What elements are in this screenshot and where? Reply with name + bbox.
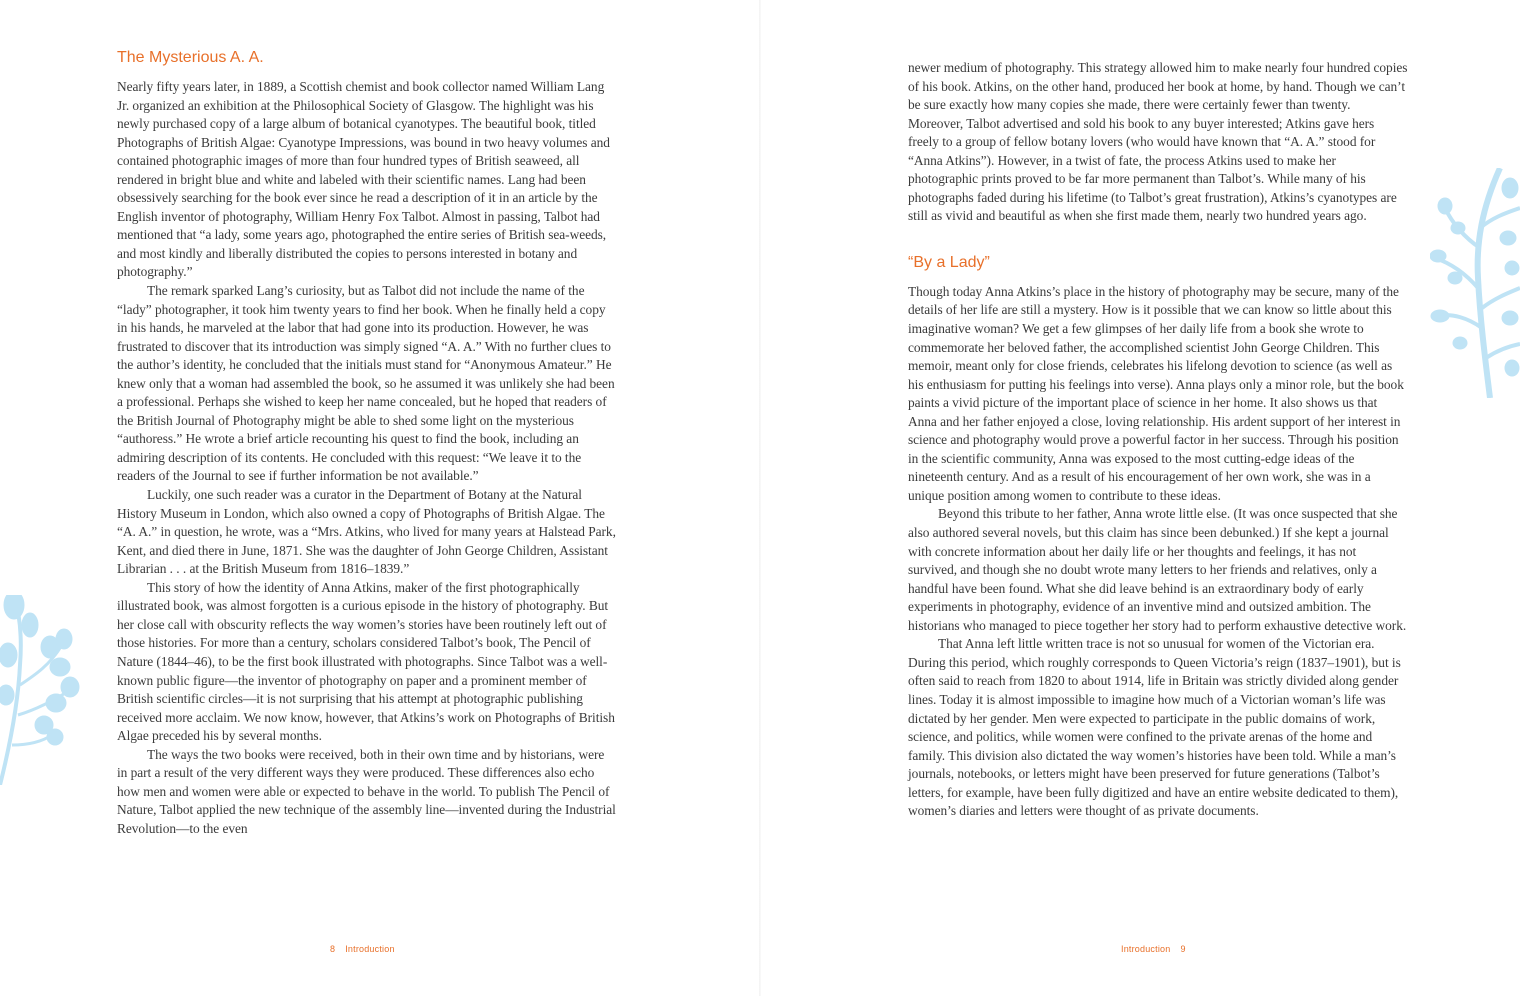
paragraph: Though today Anna Atkins’s place in the history of photography may be secure, many of the details of her life are still a mystery. How is it possible that we can know so little about this imaginative woman? We get a few glimpses of her daily life from a book she wrote to commemorate her beloved father, the accomplished scientist John George Children. This memoir, meant only for close friends, celebrates his lifelong devotion to science (as well as his enthusiasm for putting his feelings into verse). Anna plays only a minor role, but the book paints a vivid picture of the important place of science in her home. It also shows us that Anna and her father enjoyed a close, loving relationship. His ardent support of her interest in science and photography would prove a powerful factor in her success. Through his position in the scientific community, Anna was exposed to the most cutting-edge ideas of the nineteenth century. And as a result of his encouragement of her own work, she was in a unique position among women to contribute to these ideas. bbox=[908, 283, 1404, 503]
paragraph: That Anna left little written trace is not so unusual for women of the Victorian era. During this period, which roughly corresponds to Queen Victoria’s reign (1837–1901), but is often said to reach from 1820 to about 1914, life in Britain was strictly divided along gender lines. Today it is almost impossible to imagine how much of a Victorian woman’s life was dictated by her gender. Men were expected to participate in the public domains of work, science, and politics, while women were confined to the private arenas of the home and family. This division also dictated the way women’s histories have been told. While a man’s journals, notebooks, or letters might have been preserved for future generations (Talbot’s letters, for example, have been fully digitized and have an entire website dedicated to them), women’s diaries and letters were thought of as private documents. bbox=[908, 636, 1401, 819]
running-footer-label: Introduction bbox=[345, 944, 395, 954]
page-number: 9 bbox=[1180, 944, 1186, 954]
folio-left bbox=[330, 944, 395, 954]
continued-paragraph: newer medium of photography. This strategy allowed him to make nearly four hundred copies of his book. Atkins, on the other hand, produced her book at home, by hand. Though we can’t be sure exactly how many copies she made, there were certainly fewer than twenty. Moreover, Talbot advertised and sold his book to any buyer interested; Atkins gave hers freely to a group of fellow botany lovers (who would have known that “A. A.” stood for “Anna Atkins”). However, in a twist of fate, the process Atkins used to make her photographic prints proved to be far more permanent than Talbot’s. While many of his photographs faded during his lifetime (to Talbot’s great frustration), Atkins’s cyanotypes are still as vivid and beautiful as when she first made them, nearly two hundred years ago. bbox=[908, 60, 1408, 224]
seaweed-illustration-right bbox=[1430, 168, 1520, 398]
page-number: 8 bbox=[330, 944, 336, 954]
running-footer-label: Introduction bbox=[1121, 944, 1171, 954]
paragraph: Luckily, one such reader was a curator in the Department of Botany at the Natural History Museum in London, which also owned a copy of Photographs of British Algae. The “A. A.” in question, he wrote, was a “Mrs. Atkins, who lived for many years at Halstead Park, Kent, and died there in June, 1871. She was the daughter of John George Children, Assistant Librarian . . . at the British Museum from 1816–1839.” bbox=[117, 487, 616, 577]
section-heading-mysterious: The Mysterious A. A. bbox=[117, 49, 264, 66]
paragraph: The remark sparked Lang’s curiosity, but as Talbot did not include the name of the “lady” photographer, it took him twenty years to find her book. When he finally held a copy in his hands, he marveled at the labor that had gone into its production. However, he was frustrated to discover that its introduction was simply signed “A. A.” With no further clues to the author’s identity, he concluded that the initials must stand for “Anonymous Amateur.” He knew only that a woman had assembled the book, so he assumed it was unlikely she had been a professional. Perhaps she wished to keep her name concealed, but he hoped that readers of the British Journal of Photography might be able to shed some light on the mysterious “authoress.” He wrote a brief article recounting his quest to find the book, including an admiring description of its contents. He concluded with this request: “We leave it to the readers of the Journal to see if further information be not available.” bbox=[117, 283, 615, 484]
paragraph: Nearly fifty years later, in 1889, a Scottish chemist and book collector named William Lang Jr. organized an exhibition at the Philosophical Society of Glasgow. The highlight was his newly purchased copy of a large album of botanical cyanotypes. The beautiful book, titled Photographs of British Algae: Cyanotype Impressions, was bound in two heavy volumes and contained photographic images of more than four hundred types of British seaweed, all rendered in bright blue and white and labeled with their scientific names. Lang had been obsessively searching for the book ever since he read a description of it in an article by the English inventor of photography, William Henry Fox Talbot. Almost in passing, Talbot had mentioned that “a lady, some years ago, photographed the entire series of British sea-weeds, and most kindly and liberally distributed the copies to persons interested in botany and photography.” bbox=[117, 79, 610, 280]
section-heading-by-a-lady: “By a Lady” bbox=[908, 253, 990, 271]
folio-right bbox=[1121, 944, 1186, 954]
book-gutter bbox=[759, 0, 761, 996]
left-page-column bbox=[117, 47, 617, 838]
paragraph: This story of how the identity of Anna Atkins, maker of the first photographically illustrated book, was almost forgotten is a curious episode in the history of photography. But her close call with obscurity reflects the way women’s stories have been routinely left out of those histories. For more than a century, scholars considered Talbot’s book, The Pencil of Nature (1844–46), to be the first book illustrated with photographs. Since Talbot was a well-known public figure—the inventor of photography on paper and a prominent member of British scientific circles—it is not surprising that his attempt at photographic publishing received more acclaim. We now know, however, that Atkins’s work on Photographs of British Algae preceded his by several months. bbox=[117, 579, 615, 744]
seaweed-illustration-left bbox=[0, 595, 80, 785]
right-page-column bbox=[908, 59, 1408, 821]
paragraph: Beyond this tribute to her father, Anna wrote little else. (It was once suspected that she also authored several novels, but this claim has since been debunked.) If she kept a journal with concrete information about her daily life or her thoughts and feelings, it has not survived, and though she no doubt wrote many letters to her friends and relatives, only a handful have been found. What she did leave behind is an extraordinary body of early experiments in photography, evidence of an inventive mind and outsized ambition. The historians who managed to piece together her story had to perform exhaustive detective work. bbox=[908, 506, 1407, 633]
paragraph: The ways the two books were received, both in their own time and by historians, were in part a result of the very different ways they were produced. These differences also echo how men and women were able or expected to behave in the world. To publish The Pencil of Nature, Talbot applied the new technique of the assembly line—invented during the Industrial Revolution—to the even bbox=[117, 746, 616, 836]
